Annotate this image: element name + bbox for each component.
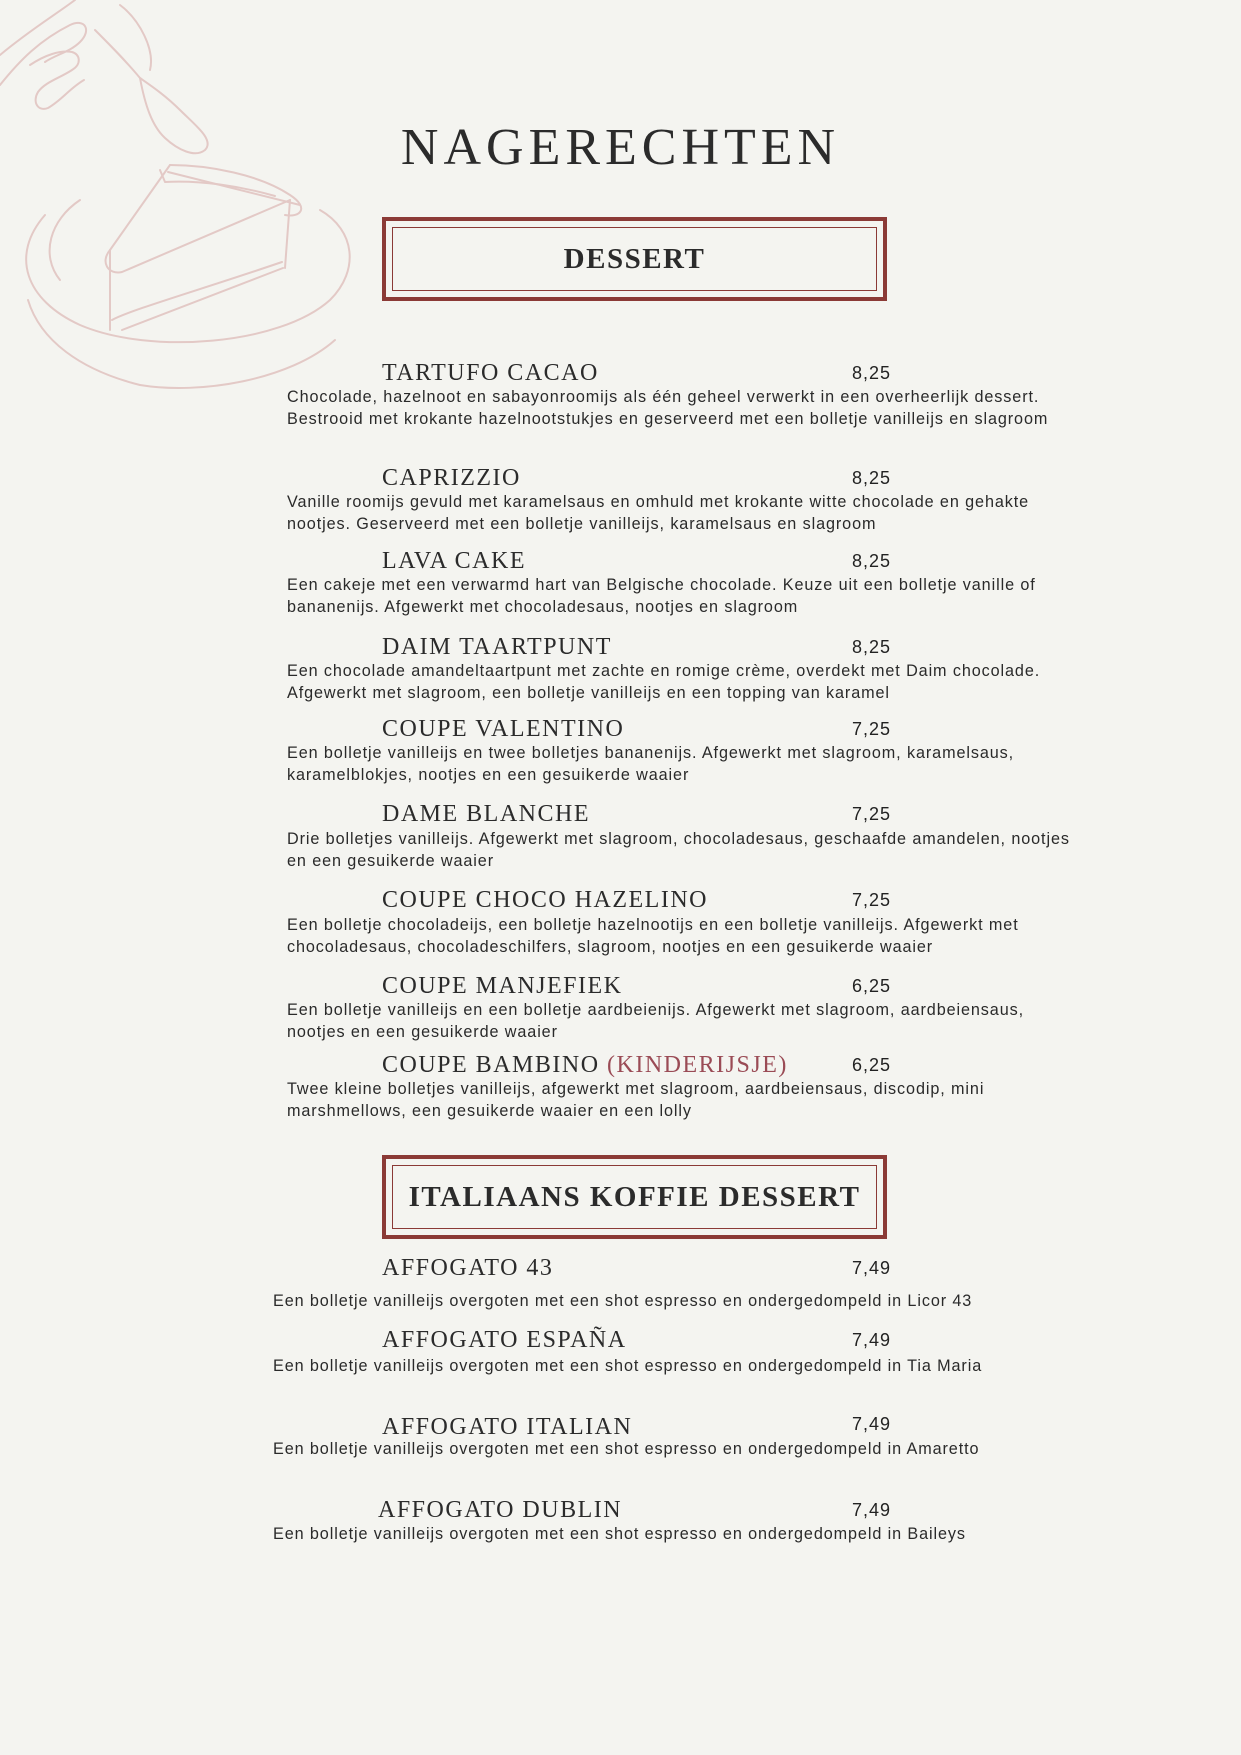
item-note: (KINDERIJSJE) bbox=[607, 1052, 788, 1078]
item-name: DAIM TAARTPUNT bbox=[382, 634, 612, 660]
item-description: Vanille roomijs gevuld met karamelsaus en omhuld met krokante witte chocolade en gehakte nootjes. Geserveerd met een bolletje vanilleijs, karamelsaus en slagroom bbox=[287, 493, 1030, 533]
item-name: COUPE MANJEFIEK bbox=[382, 973, 623, 999]
item-price: 8,25 bbox=[852, 363, 892, 383]
item-name: COUPE CHOCO HAZELINO bbox=[382, 887, 708, 913]
item-price: 7,25 bbox=[852, 804, 892, 824]
section-heading-box bbox=[382, 217, 887, 301]
item-name-text: COUPE BAMBINO bbox=[382, 1052, 600, 1078]
item-description: Een bolletje vanilleijs en een bolletje aardbeienijs. Afgewerkt met slagroom, aardbeiensaus, nootjes en een gesuikerde waaier bbox=[287, 1001, 1024, 1041]
item-price: 7,49 bbox=[852, 1258, 892, 1278]
item-description: Chocolade, hazelnoot en sabayonroomijs als één geheel verwerkt in een overheerlijk dessert. Bestrooid met krokante hazelnootstukjes en geserveerd met een bolletje vanilleijs en slagroom bbox=[287, 388, 1049, 428]
dessert-illustration-icon bbox=[0, 0, 370, 400]
item-description: Twee kleine bolletjes vanilleijs, afgewerkt met slagroom, aardbeiensaus, discodip, mini marshmellows, een gesuikerde waaier en een lolly bbox=[287, 1080, 985, 1120]
item-description: Een cakeje met een verwarmd hart van Belgische chocolade. Keuze uit een bolletje vanille of bananenijs. Afgewerkt met chocoladesaus, nootjes en slagroom bbox=[287, 576, 1036, 616]
item-name: COUPE VALENTINO bbox=[382, 716, 625, 742]
item-name: TARTUFO CACAO bbox=[382, 360, 599, 386]
item-price: 7,49 bbox=[852, 1500, 892, 1520]
item-name: LAVA CAKE bbox=[382, 548, 526, 574]
item-description: Een bolletje vanilleijs overgoten met een shot espresso en ondergedompeld in Licor 43 bbox=[273, 1292, 973, 1310]
item-price: 7,25 bbox=[852, 890, 892, 910]
item-description: Een bolletje vanilleijs en twee bolletjes bananenijs. Afgewerkt met slagroom, karamelsaus, karamelblokjes, nootjes en een gesuikerde waaier bbox=[287, 744, 1015, 784]
item-description: Een chocolade amandeltaartpunt met zachte en romige crème, overdekt met Daim chocolade. Afgewerkt met slagroom, een bolletje vanilleijs en een topping van karamel bbox=[287, 662, 1041, 702]
section-heading: DESSERT bbox=[392, 227, 877, 291]
item-price: 8,25 bbox=[852, 637, 892, 657]
item-price: 7,25 bbox=[852, 719, 892, 739]
item-name bbox=[382, 1052, 788, 1079]
item-name: AFFOGATO DUBLIN bbox=[378, 1497, 623, 1523]
item-description: Drie bolletjes vanilleijs. Afgewerkt met slagroom, chocoladesaus, geschaafde amandelen, nootjes en een gesuikerde waaier bbox=[287, 830, 1070, 870]
section-heading-box bbox=[382, 1155, 887, 1239]
item-price: 8,25 bbox=[852, 468, 892, 488]
item-price: 6,25 bbox=[852, 976, 892, 996]
item-description: Een bolletje vanilleijs overgoten met een shot espresso en ondergedompeld in Amaretto bbox=[273, 1440, 980, 1458]
item-description: Een bolletje chocoladeijs, een bolletje hazelnootijs en een bolletje vanilleijs. Afgewerkt met chocoladesaus, chocoladeschilfers, slagroom, nootjes en een gesuikerde waaier bbox=[287, 916, 1019, 956]
item-price: 6,25 bbox=[852, 1055, 892, 1075]
item-price: 8,25 bbox=[852, 551, 892, 571]
item-description: Een bolletje vanilleijs overgoten met een shot espresso en ondergedompeld in Tia Maria bbox=[273, 1357, 983, 1375]
item-name: AFFOGATO ITALIAN bbox=[382, 1414, 633, 1440]
section-heading: ITALIAANS KOFFIE DESSERT bbox=[392, 1165, 877, 1229]
item-name: AFFOGATO ESPAÑA bbox=[382, 1327, 627, 1353]
item-price: 7,49 bbox=[852, 1330, 892, 1350]
item-name: AFFOGATO 43 bbox=[382, 1255, 554, 1281]
item-description: Een bolletje vanilleijs overgoten met een shot espresso en ondergedompeld in Baileys bbox=[273, 1525, 966, 1543]
page-title: NAGERECHTEN bbox=[400, 119, 841, 176]
item-price: 7,49 bbox=[852, 1414, 892, 1434]
item-name: CAPRIZZIO bbox=[382, 465, 521, 491]
item-name: DAME BLANCHE bbox=[382, 801, 590, 827]
